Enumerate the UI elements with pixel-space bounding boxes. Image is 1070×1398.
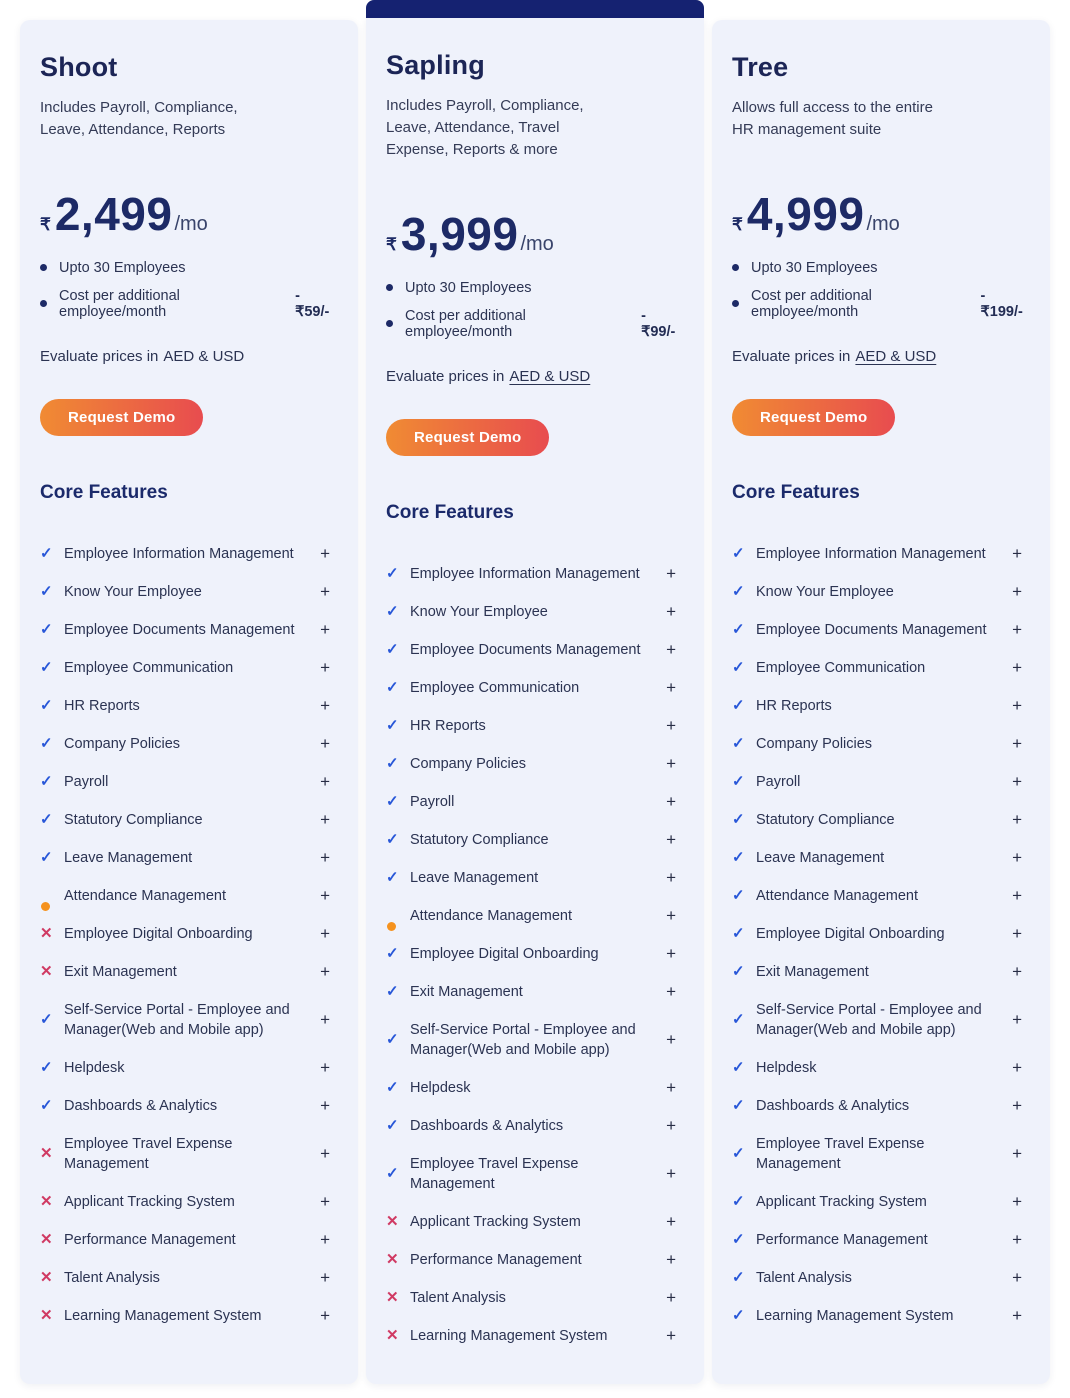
feature-label: Employee Digital Onboarding xyxy=(756,925,945,942)
check-icon: ✓ xyxy=(386,1078,399,1096)
feature-label: Statutory Compliance xyxy=(410,831,549,848)
check-icon: ✓ xyxy=(40,1010,53,1028)
expand-plus-icon[interactable]: + xyxy=(1012,1143,1022,1163)
feature-row xyxy=(386,1326,684,1346)
expand-plus-icon[interactable]: + xyxy=(320,1267,330,1287)
check-icon: ✓ xyxy=(732,696,745,714)
feature-row xyxy=(386,982,684,1002)
feature-label: Leave Management xyxy=(64,849,193,866)
feature-label: Statutory Compliance xyxy=(64,811,203,828)
feature-label: Employee Documents Management xyxy=(410,641,641,658)
feature-row xyxy=(40,1058,338,1078)
check-icon: ✓ xyxy=(40,734,53,752)
feature-row xyxy=(732,848,1030,868)
feature-row xyxy=(732,772,1030,792)
check-icon: ✓ xyxy=(40,810,53,828)
bullet-dot-icon xyxy=(40,300,47,307)
expand-plus-icon[interactable]: + xyxy=(1012,885,1022,905)
expand-plus-icon[interactable]: + xyxy=(320,847,330,867)
check-icon: ✓ xyxy=(386,678,399,696)
request-demo-button[interactable]: Request Demo xyxy=(732,399,895,436)
expand-plus-icon[interactable]: + xyxy=(666,1249,676,1269)
expand-plus-icon[interactable]: + xyxy=(1012,1095,1022,1115)
feature-label: Learning Management System xyxy=(64,1307,262,1324)
feature-label: Helpdesk xyxy=(410,1079,471,1096)
feature-row xyxy=(40,1134,338,1174)
cross-icon: ✕ xyxy=(40,1306,53,1324)
expand-plus-icon[interactable]: + xyxy=(320,961,330,981)
check-icon: ✓ xyxy=(732,1144,745,1162)
feature-row xyxy=(386,678,684,698)
check-icon: ✓ xyxy=(732,1230,745,1248)
expand-plus-icon[interactable]: + xyxy=(1012,1229,1022,1249)
bullet-additional-cost: Cost per additional employee/month - ₹99/- xyxy=(386,308,684,340)
expand-plus-icon[interactable]: + xyxy=(1012,809,1022,829)
feature-row xyxy=(386,1078,684,1098)
bullet-additional-cost: Cost per additional employee/month - ₹59/- xyxy=(40,288,338,320)
feature-label: Employee Information Management xyxy=(410,565,640,582)
feature-label: Performance Management xyxy=(410,1251,582,1268)
expand-plus-icon[interactable]: + xyxy=(320,581,330,601)
feature-row xyxy=(40,620,338,640)
feature-label: Performance Management xyxy=(64,1231,236,1248)
plan-name: Tree xyxy=(732,52,789,82)
check-icon: ✓ xyxy=(40,544,53,562)
expand-plus-icon[interactable]: + xyxy=(666,1211,676,1231)
expand-plus-icon[interactable]: + xyxy=(1012,771,1022,791)
expand-plus-icon[interactable]: + xyxy=(320,809,330,829)
feature-row xyxy=(40,772,338,792)
check-icon: ✓ xyxy=(732,886,745,904)
feature-label: Know Your Employee xyxy=(410,603,548,620)
feature-row xyxy=(732,886,1030,906)
cross-icon: ✕ xyxy=(40,924,53,942)
check-icon: ✓ xyxy=(732,734,745,752)
feature-row xyxy=(386,1020,684,1060)
cross-icon: ✕ xyxy=(386,1250,399,1268)
feature-row xyxy=(732,582,1030,602)
feature-label: Employee Travel Expense Management xyxy=(64,1135,233,1172)
expand-plus-icon[interactable]: + xyxy=(1012,1305,1022,1325)
feature-row xyxy=(40,696,338,716)
expand-plus-icon[interactable]: + xyxy=(320,543,330,563)
expand-plus-icon[interactable]: + xyxy=(666,715,676,735)
feature-row xyxy=(732,1134,1030,1174)
feature-row xyxy=(386,716,684,736)
expand-plus-icon[interactable]: + xyxy=(666,1325,676,1345)
check-icon: ✓ xyxy=(386,944,399,962)
cross-icon: ✕ xyxy=(40,962,53,980)
feature-row xyxy=(386,640,684,660)
feature-label: Employee Communication xyxy=(64,659,234,676)
feature-label: Self-Service Portal - Employee and Manager(Web and Mobile app) xyxy=(756,1001,982,1038)
check-icon: ✓ xyxy=(386,1164,399,1182)
evaluate-prices-line: Evaluate prices in AED & USD xyxy=(40,347,245,365)
feature-row xyxy=(386,830,684,850)
features-list xyxy=(40,544,338,1326)
check-icon: ✓ xyxy=(732,772,745,790)
price-amount: 3,999 xyxy=(400,208,519,260)
feature-row xyxy=(386,906,684,926)
feature-row xyxy=(732,924,1030,944)
price-bullets xyxy=(40,260,338,320)
feature-label: Learning Management System xyxy=(756,1307,954,1324)
feature-label: Applicant Tracking System xyxy=(410,1213,581,1230)
plan-card-sapling xyxy=(366,0,704,1384)
plan-name: Sapling xyxy=(386,50,485,80)
feature-label: Employee Information Management xyxy=(64,545,294,562)
feature-row xyxy=(40,1000,338,1040)
feature-label: Employee Communication xyxy=(756,659,926,676)
core-features-heading: Core Features xyxy=(732,481,860,503)
highlight-bar xyxy=(366,0,704,18)
check-icon: ✓ xyxy=(732,1058,745,1076)
evaluate-prices-line: Evaluate prices in AED & USD xyxy=(386,367,591,385)
check-icon: ✓ xyxy=(732,1268,745,1286)
expand-plus-icon[interactable]: + xyxy=(1012,695,1022,715)
evaluate-prices-line: Evaluate prices in AED & USD xyxy=(732,347,937,365)
feature-label: Leave Management xyxy=(756,849,885,866)
expand-plus-icon[interactable]: + xyxy=(1012,543,1022,563)
check-icon: ✓ xyxy=(386,640,399,658)
check-icon: ✓ xyxy=(732,544,745,562)
feature-label: Self-Service Portal - Employee and Manager(Web and Mobile app) xyxy=(64,1001,290,1038)
bullet-employees: Upto 30 Employees xyxy=(386,280,684,296)
expand-plus-icon[interactable]: + xyxy=(666,677,676,697)
check-icon: ✓ xyxy=(732,1010,745,1028)
feature-row xyxy=(386,1288,684,1308)
currency-symbol: ₹ xyxy=(40,215,51,234)
check-icon: ✓ xyxy=(40,620,53,638)
feature-label: Self-Service Portal - Employee and Manager(Web and Mobile app) xyxy=(410,1021,636,1058)
feature-row xyxy=(40,810,338,830)
feature-row xyxy=(732,810,1030,830)
expand-plus-icon[interactable]: + xyxy=(1012,619,1022,639)
bullet-dot-icon xyxy=(732,300,739,307)
feature-row xyxy=(732,734,1030,754)
expand-plus-icon[interactable]: + xyxy=(1012,581,1022,601)
feature-label: Exit Management xyxy=(756,963,869,980)
expand-plus-icon[interactable]: + xyxy=(320,657,330,677)
check-icon: ✓ xyxy=(386,1116,399,1134)
check-icon: ✓ xyxy=(732,924,745,942)
price-bullets xyxy=(732,260,1030,320)
cross-icon: ✕ xyxy=(40,1268,53,1286)
feature-label: HR Reports xyxy=(410,717,486,734)
feature-row xyxy=(732,1058,1030,1078)
feature-label: Company Policies xyxy=(64,735,181,752)
bullet-dot-icon xyxy=(386,320,393,327)
cross-icon: ✕ xyxy=(386,1212,399,1230)
expand-plus-icon[interactable]: + xyxy=(320,771,330,791)
feature-label: Talent Analysis xyxy=(756,1269,852,1286)
feature-row xyxy=(40,962,338,982)
expand-plus-icon[interactable]: + xyxy=(1012,961,1022,981)
expand-plus-icon[interactable]: + xyxy=(1012,1191,1022,1211)
check-icon: ✓ xyxy=(386,830,399,848)
feature-row xyxy=(386,602,684,622)
bullet-employees: Upto 30 Employees xyxy=(732,260,1030,276)
expand-plus-icon[interactable]: + xyxy=(320,1143,330,1163)
expand-plus-icon[interactable]: + xyxy=(1012,1057,1022,1077)
price-period: /mo xyxy=(520,233,554,255)
feature-row xyxy=(732,1192,1030,1212)
plan-description: Includes Payroll, Compliance, Leave, Attendance, Reports xyxy=(40,99,238,138)
feature-label: Attendance Management xyxy=(756,887,919,904)
cross-icon: ✕ xyxy=(40,1192,53,1210)
feature-label: Exit Management xyxy=(410,983,523,1000)
currency-symbol: ₹ xyxy=(732,215,743,234)
feature-row xyxy=(732,1000,1030,1040)
feature-label: Employee Digital Onboarding xyxy=(64,925,253,942)
expand-plus-icon[interactable]: + xyxy=(666,981,676,1001)
feature-label: Applicant Tracking System xyxy=(756,1193,927,1210)
feature-label: Employee Documents Management xyxy=(756,621,987,638)
bullet-additional-cost: Cost per additional employee/month - ₹199/- xyxy=(732,288,1030,320)
currency-switch-link[interactable]: AED & USD xyxy=(855,347,937,365)
expand-plus-icon[interactable]: + xyxy=(666,639,676,659)
feature-row xyxy=(40,924,338,944)
feature-row xyxy=(40,734,338,754)
cross-icon: ✕ xyxy=(386,1326,399,1344)
check-icon: ✓ xyxy=(732,620,745,638)
plan-description: Allows full access to the entire HR management suite xyxy=(732,99,933,138)
expand-plus-icon[interactable]: + xyxy=(1012,923,1022,943)
price-amount: 2,499 xyxy=(54,188,173,240)
feature-label: Performance Management xyxy=(756,1231,928,1248)
feature-row xyxy=(40,1096,338,1116)
feature-label: Helpdesk xyxy=(756,1059,817,1076)
feature-label: HR Reports xyxy=(64,697,140,714)
currency-symbol: ₹ xyxy=(386,235,397,254)
price-period: /mo xyxy=(866,213,900,235)
feature-label: Employee Communication xyxy=(410,679,580,696)
feature-label: Dashboards & Analytics xyxy=(756,1097,910,1114)
core-features-heading: Core Features xyxy=(386,501,514,523)
feature-row xyxy=(40,886,338,906)
feature-row xyxy=(386,754,684,774)
expand-plus-icon[interactable]: + xyxy=(320,1057,330,1077)
feature-row xyxy=(40,582,338,602)
plan-card-shoot xyxy=(20,20,358,1384)
feature-label: Company Policies xyxy=(756,735,873,752)
feature-row xyxy=(40,1268,338,1288)
expand-plus-icon[interactable]: + xyxy=(666,943,676,963)
feature-row xyxy=(732,1306,1030,1326)
bullet-dot-icon xyxy=(386,284,393,291)
feature-label: Employee Documents Management xyxy=(64,621,295,638)
feature-row xyxy=(732,696,1030,716)
expand-plus-icon[interactable]: + xyxy=(666,791,676,811)
feature-label: Helpdesk xyxy=(64,1059,125,1076)
cross-icon: ✕ xyxy=(40,1230,53,1248)
request-demo-button[interactable]: Request Demo xyxy=(40,399,203,436)
feature-row xyxy=(732,544,1030,564)
feature-row xyxy=(386,564,684,584)
expand-plus-icon[interactable]: + xyxy=(666,1077,676,1097)
check-icon: ✓ xyxy=(386,602,399,620)
additional-cost-value: - ₹59/- xyxy=(295,287,330,320)
feature-label: Know Your Employee xyxy=(756,583,894,600)
core-features-heading: Core Features xyxy=(40,481,168,503)
feature-row xyxy=(40,1230,338,1250)
expand-plus-icon[interactable]: + xyxy=(320,923,330,943)
expand-plus-icon[interactable]: + xyxy=(320,1095,330,1115)
check-icon: ✓ xyxy=(732,1192,745,1210)
check-icon: ✓ xyxy=(732,810,745,828)
plan-name: Shoot xyxy=(40,52,118,82)
check-icon: ✓ xyxy=(732,582,745,600)
price xyxy=(732,189,1030,240)
check-icon: ✓ xyxy=(732,848,745,866)
currency-switch-link[interactable]: AED & USD xyxy=(163,347,245,365)
features-list xyxy=(732,544,1030,1326)
expand-plus-icon[interactable]: + xyxy=(320,619,330,639)
expand-plus-icon[interactable]: + xyxy=(666,867,676,887)
feature-label: Dashboards & Analytics xyxy=(410,1117,564,1134)
feature-label: Payroll xyxy=(410,793,455,810)
expand-plus-icon[interactable]: + xyxy=(320,1009,330,1029)
bullet-dot-icon xyxy=(40,264,47,271)
price xyxy=(40,189,338,240)
feature-row xyxy=(386,792,684,812)
feature-row xyxy=(732,620,1030,640)
expand-plus-icon[interactable]: + xyxy=(666,753,676,773)
check-icon: ✓ xyxy=(40,1096,53,1114)
plan-card-body xyxy=(20,20,358,1384)
expand-plus-icon[interactable]: + xyxy=(666,1115,676,1135)
expand-plus-icon[interactable]: + xyxy=(320,885,330,905)
expand-plus-icon[interactable]: + xyxy=(320,1191,330,1211)
feature-label: HR Reports xyxy=(756,697,832,714)
expand-plus-icon[interactable]: + xyxy=(320,1305,330,1325)
expand-plus-icon[interactable]: + xyxy=(1012,733,1022,753)
cross-icon: ✕ xyxy=(386,1288,399,1306)
feature-row xyxy=(40,658,338,678)
check-icon: ✓ xyxy=(40,582,53,600)
feature-row xyxy=(40,544,338,564)
price xyxy=(386,209,684,260)
expand-plus-icon[interactable]: + xyxy=(1012,1267,1022,1287)
expand-plus-icon[interactable]: + xyxy=(320,695,330,715)
feature-label: Exit Management xyxy=(64,963,177,980)
check-icon: ✓ xyxy=(732,962,745,980)
feature-label: Attendance Management xyxy=(64,887,227,904)
check-icon: ✓ xyxy=(40,1058,53,1076)
expand-plus-icon[interactable]: + xyxy=(666,563,676,583)
feature-label: Employee Travel Expense Management xyxy=(410,1155,579,1192)
check-icon: ✓ xyxy=(732,658,745,676)
feature-row xyxy=(732,1230,1030,1250)
expand-plus-icon[interactable]: + xyxy=(666,1029,676,1049)
feature-row xyxy=(40,848,338,868)
feature-label: Employee Travel Expense Management xyxy=(756,1135,925,1172)
feature-label: Dashboards & Analytics xyxy=(64,1097,218,1114)
feature-row xyxy=(732,1096,1030,1116)
check-icon: ✓ xyxy=(40,848,53,866)
feature-label: Applicant Tracking System xyxy=(64,1193,235,1210)
feature-label: Talent Analysis xyxy=(410,1289,506,1306)
plan-card-body xyxy=(366,18,704,1384)
check-icon: ✓ xyxy=(732,1306,745,1324)
feature-label: Payroll xyxy=(64,773,109,790)
check-icon: ✓ xyxy=(386,982,399,1000)
feature-row xyxy=(732,658,1030,678)
check-icon: ✓ xyxy=(386,868,399,886)
feature-label: Employee Digital Onboarding xyxy=(410,945,599,962)
additional-cost-value: - ₹99/- xyxy=(641,307,676,340)
feature-row xyxy=(40,1306,338,1326)
check-icon: ✓ xyxy=(732,1096,745,1114)
feature-label: Learning Management System xyxy=(410,1327,608,1344)
check-icon: ✓ xyxy=(40,772,53,790)
feature-label: Attendance Management xyxy=(410,907,573,924)
feature-row xyxy=(386,1154,684,1194)
feature-row xyxy=(732,962,1030,982)
expand-plus-icon[interactable]: + xyxy=(666,1287,676,1307)
feature-label: Employee Information Management xyxy=(756,545,986,562)
bullet-dot-icon xyxy=(732,264,739,271)
feature-row xyxy=(40,1192,338,1212)
check-icon: ✓ xyxy=(40,658,53,676)
expand-plus-icon[interactable]: + xyxy=(1012,1009,1022,1029)
check-icon: ✓ xyxy=(386,564,399,582)
additional-cost-value: - ₹199/- xyxy=(980,287,1023,320)
check-icon: ✓ xyxy=(386,754,399,772)
feature-label: Company Policies xyxy=(410,755,527,772)
bullet-employees: Upto 30 Employees xyxy=(40,260,338,276)
expand-plus-icon[interactable]: + xyxy=(1012,847,1022,867)
expand-plus-icon[interactable]: + xyxy=(320,1229,330,1249)
check-icon: ✓ xyxy=(40,696,53,714)
price-amount: 4,999 xyxy=(746,188,865,240)
feature-label: Talent Analysis xyxy=(64,1269,160,1286)
expand-plus-icon[interactable]: + xyxy=(666,829,676,849)
currency-switch-link[interactable]: AED & USD xyxy=(509,367,591,385)
expand-plus-icon[interactable]: + xyxy=(666,1163,676,1183)
price-bullets xyxy=(386,280,684,340)
expand-plus-icon[interactable]: + xyxy=(666,905,676,925)
feature-row xyxy=(386,1250,684,1270)
feature-label: Payroll xyxy=(756,773,801,790)
check-icon: ✓ xyxy=(386,792,399,810)
features-list xyxy=(386,564,684,1346)
cross-icon: ✕ xyxy=(40,1144,53,1162)
feature-row xyxy=(732,1268,1030,1288)
feature-row xyxy=(386,868,684,888)
plan-description: Includes Payroll, Compliance, Leave, Attendance, Travel Expense, Reports & more xyxy=(386,97,584,158)
expand-plus-icon[interactable]: + xyxy=(666,601,676,621)
feature-label: Leave Management xyxy=(410,869,539,886)
expand-plus-icon[interactable]: + xyxy=(320,733,330,753)
feature-label: Statutory Compliance xyxy=(756,811,895,828)
feature-row xyxy=(386,1116,684,1136)
check-icon: ✓ xyxy=(386,716,399,734)
plan-card-body xyxy=(712,20,1050,1384)
plan-card-tree xyxy=(712,20,1050,1384)
feature-label: Know Your Employee xyxy=(64,583,202,600)
feature-row xyxy=(386,944,684,964)
request-demo-button[interactable]: Request Demo xyxy=(386,419,549,456)
feature-row xyxy=(386,1212,684,1232)
expand-plus-icon[interactable]: + xyxy=(1012,657,1022,677)
price-period: /mo xyxy=(174,213,208,235)
check-icon: ✓ xyxy=(386,1030,399,1048)
